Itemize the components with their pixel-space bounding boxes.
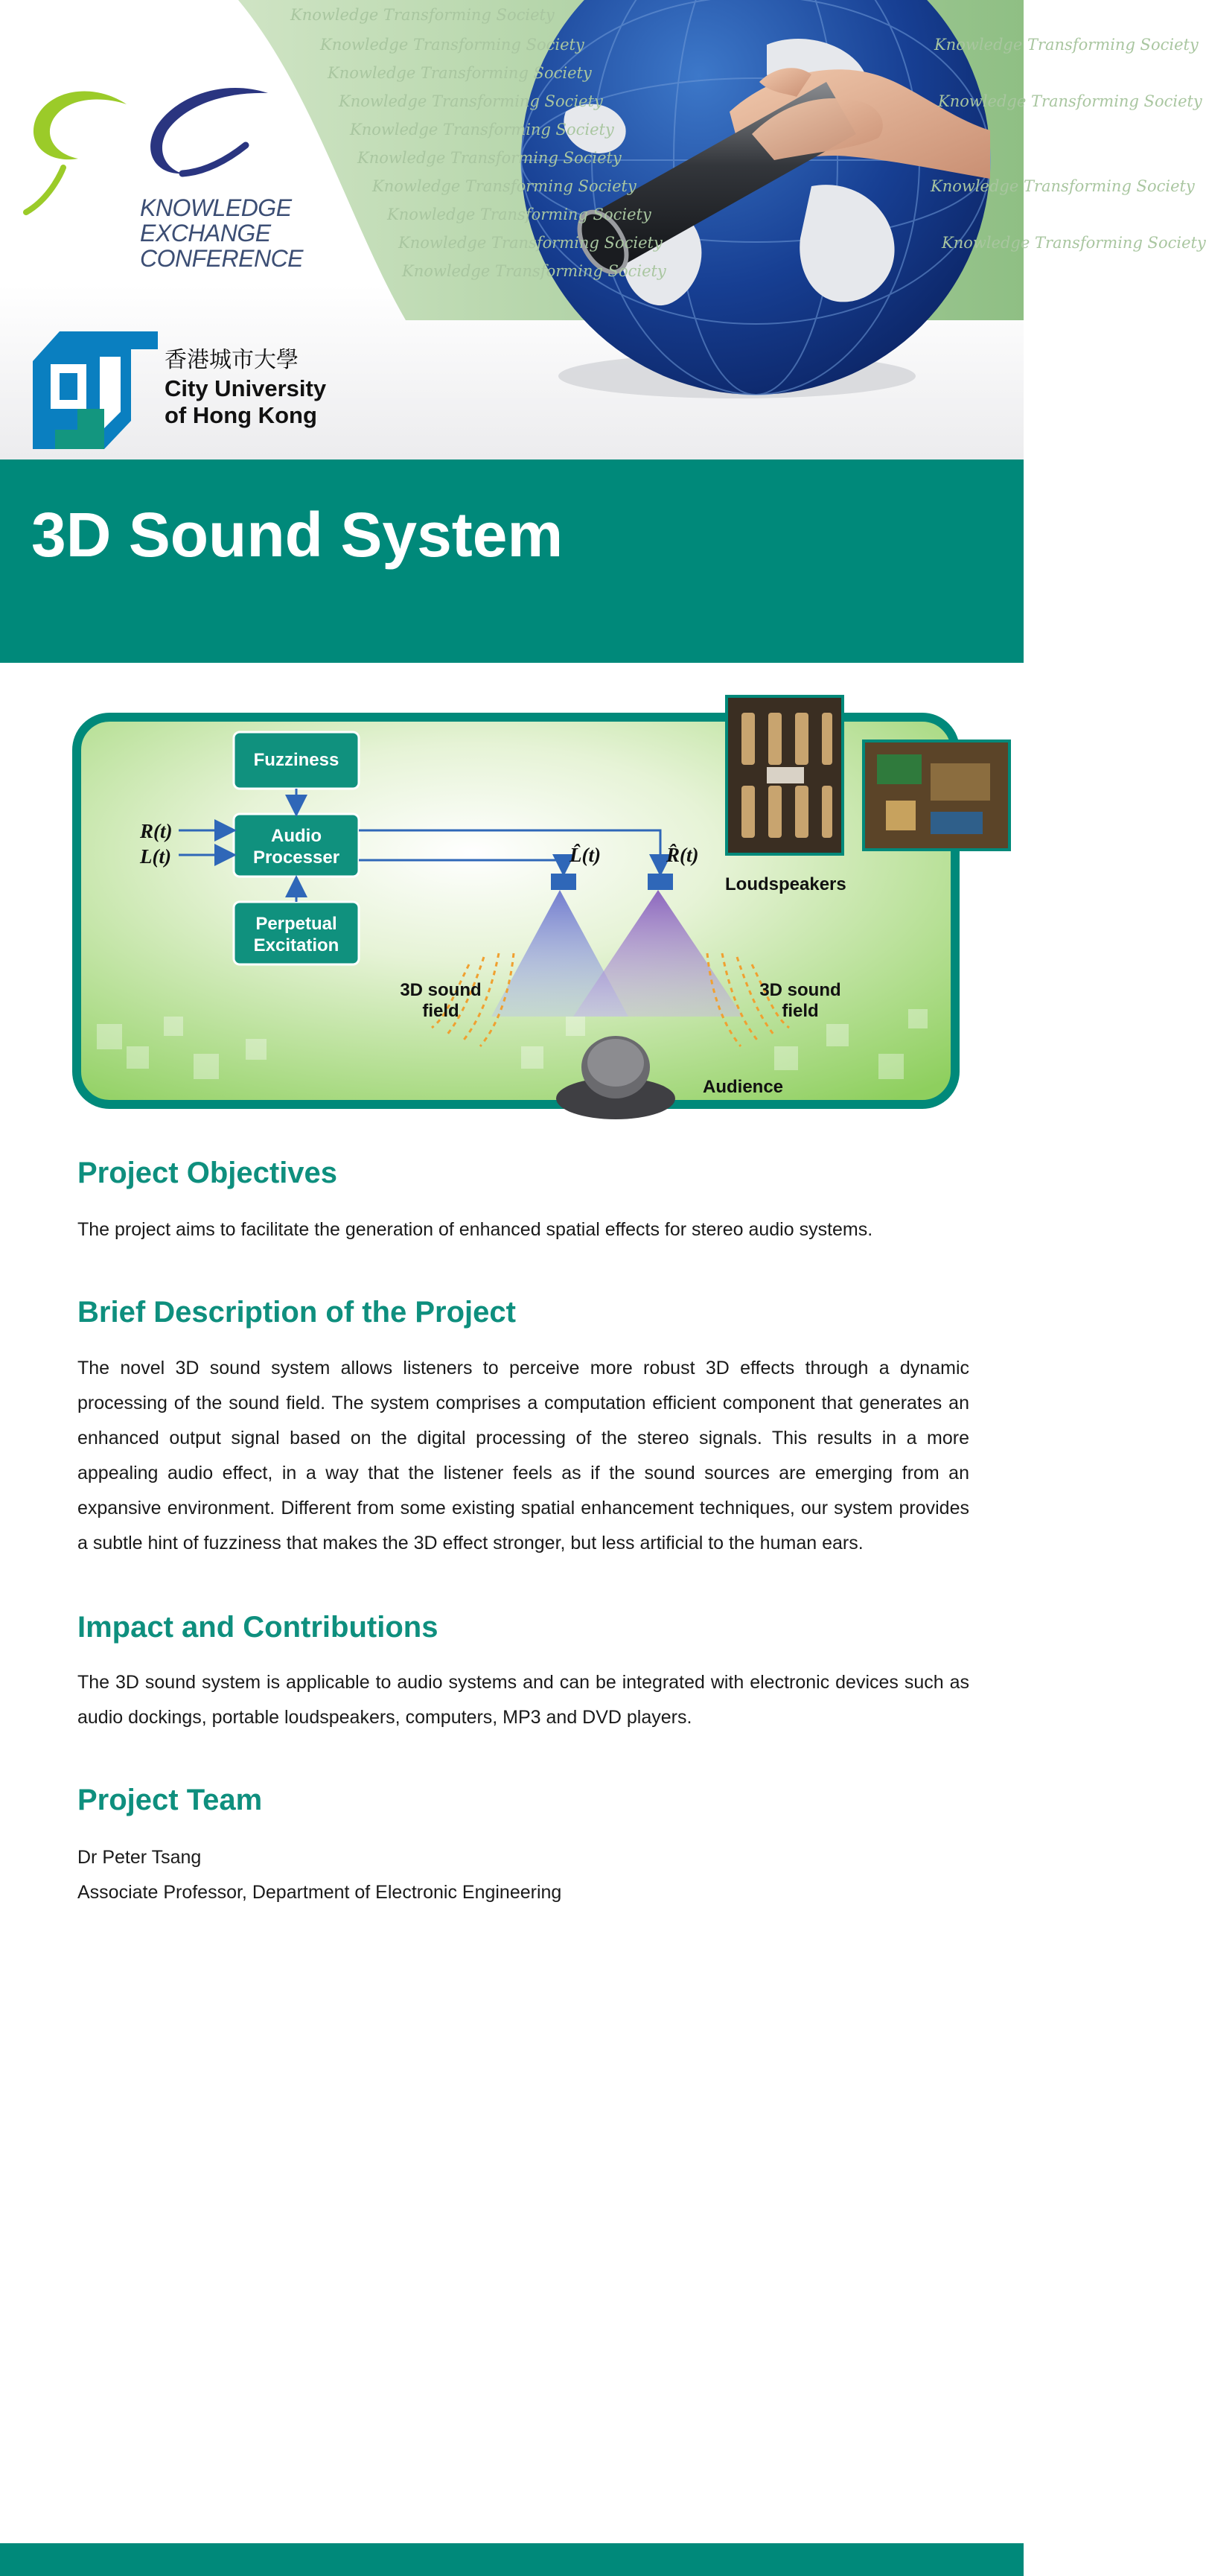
motto-line: Knowledge Transforming Society <box>372 177 636 195</box>
motto-line: Knowledge Transforming Society <box>387 206 651 223</box>
university-name-line: City University <box>165 375 327 401</box>
motto-line: Knowledge Transforming Society <box>339 92 603 110</box>
impact-heading: Impact and Contributions <box>77 1611 438 1644</box>
kec-logo-mark <box>22 86 275 197</box>
left-speaker <box>551 874 576 890</box>
output-l-label: L̂(t) <box>570 844 601 866</box>
audience-label: Audience <box>703 1077 784 1097</box>
loudspeakers-label: Loudspeakers <box>725 874 846 894</box>
objectives-heading: Project Objectives <box>77 1157 338 1189</box>
kec-word: KNOWLEDGE <box>140 194 292 221</box>
circuit-board-photo <box>864 741 1009 850</box>
objectives-text: The project aims to facilitate the generation of enhanced spatial effects for stereo audio systems. <box>77 1219 873 1240</box>
sound-field-right-label: field <box>782 1001 819 1021</box>
team-heading: Project Team <box>77 1784 263 1816</box>
input-l-label: L(t) <box>140 845 171 868</box>
motto-line: Knowledge Transforming Society <box>320 36 584 54</box>
input-r-label: R(t) <box>140 820 173 842</box>
university-name-line: of Hong Kong <box>165 402 317 428</box>
motto-line: Knowledge Transforming Society <box>357 149 622 167</box>
motto-line: Knowledge Transforming Society <box>350 121 614 139</box>
output-r-label: R̂(t) <box>666 844 699 866</box>
perpetual-excitation-label: Perpetual <box>255 914 337 934</box>
kec-word: EXCHANGE <box>140 220 271 247</box>
perpetual-excitation-label: Excitation <box>253 935 339 955</box>
motto-line: Knowledge Transforming Society <box>931 177 1195 195</box>
impact-text: The 3D sound system is applicable to audio systems and can be integrated with electronic devices such as audio dockings, portable loudspeakers, computers, MP3 and DVD players. <box>77 1672 969 1728</box>
cityu-logo-mark <box>33 331 158 449</box>
university-name-en <box>165 375 326 429</box>
page-title: 3D Sound System <box>31 500 564 570</box>
right-speaker <box>648 874 673 890</box>
footer-band <box>0 2543 1024 2576</box>
motto-line: Knowledge Transforming Society <box>938 92 1202 110</box>
kec-word: CONFERENCE <box>140 245 304 272</box>
sound-field-right-label: 3D sound <box>759 980 841 1000</box>
system-diagram <box>74 696 1016 1117</box>
team-member-name: Dr Peter Tsang <box>77 1847 202 1868</box>
audio-processor-label: Processer <box>252 847 340 868</box>
motto-line: Knowledge Transforming Society <box>934 36 1199 54</box>
audio-processor-label: Audio <box>271 826 322 846</box>
kec-wordmark <box>140 195 303 271</box>
motto-line: Knowledge Transforming Society <box>328 64 592 82</box>
sound-field-left-label: field <box>422 1001 459 1021</box>
description-heading: Brief Description of the Project <box>77 1296 516 1329</box>
fuzziness-label: Fuzziness <box>253 750 339 770</box>
sound-field-left-label: 3D sound <box>400 980 482 1000</box>
motto-line: Knowledge Transforming Society <box>290 6 555 24</box>
university-name-cn: 香港城市大學 <box>165 347 299 373</box>
motto-line: Knowledge Transforming Society <box>402 262 666 280</box>
team-member-position: Associate Professor, Department of Electronic Engineering <box>77 1882 562 1903</box>
motto-line: Knowledge Transforming Society <box>942 234 1206 252</box>
poster-header <box>0 0 1206 459</box>
loudspeaker-photo <box>727 696 843 854</box>
motto-line: Knowledge Transforming Society <box>398 234 663 252</box>
description-text: The novel 3D sound system allows listeners to perceive more robust 3D effects through a dynamic processing of the sound field. The system comprises a computation efficient component that generates an enhanced output signal based on the digital processing of the stereo signals. This results in a more appealing audio effect, in a way that the listener feels as if the sound sources are emerging from an expansive environment. Different from some existing spatial enhancement techniques, our system provides a subtle hint of fuzziness that makes the 3D effect stronger, but less artificial to the human ears. <box>77 1358 969 1553</box>
